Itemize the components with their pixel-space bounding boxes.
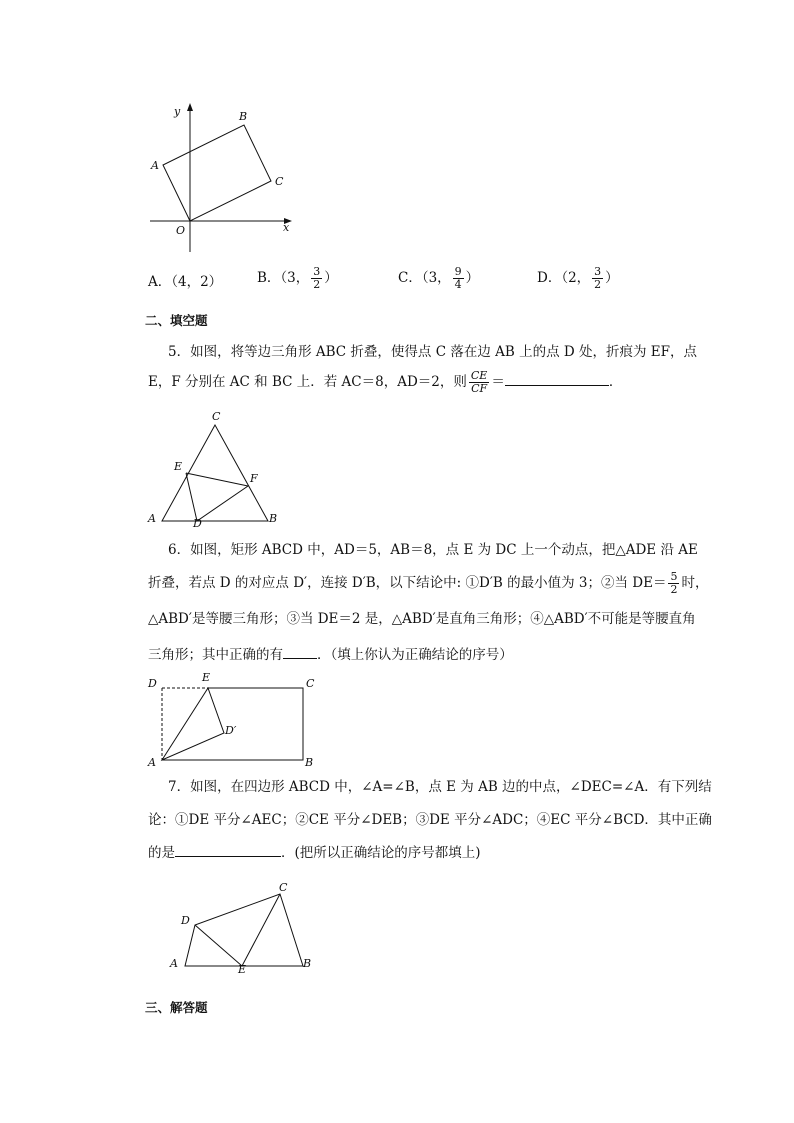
q5-line2-text: E，F 分别在 AC 和 BC 上．若 AC＝8，AD＝2，则 [148, 374, 467, 390]
section-heading-solutions: 三、解答题 [145, 1000, 208, 1015]
fraction-numerator: 9 [454, 265, 462, 278]
q6-line2-text: 折叠，若点 D 的对应点 D′，连接 D′B，以下结论中: ①D′B 的最小值为 3；②当 DE＝ [148, 575, 667, 591]
origin-label: O [176, 224, 186, 237]
fraction-denominator: 4 [454, 278, 462, 291]
point-d-label: D [193, 517, 202, 530]
point-c-label: C [275, 175, 284, 188]
fraction-denominator: CF [471, 382, 488, 395]
fraction-denominator: 2 [670, 583, 678, 596]
q6-line3: △ABD′是等腰三角形；③当 DE＝2 是，△ABD′是直角三角形；④△ABD′不可能是等腰直角 [148, 611, 696, 627]
point-b-label: B [269, 512, 278, 525]
q4-option-d-post: ） [605, 270, 619, 286]
point-a-label: A [148, 756, 156, 769]
q5-line1: 5．如图，将等边三角形 ABC 折叠，使得点 C 落在边 AB 上的点 D 处，折痕为 EF，点 [168, 344, 698, 360]
q6-line1: 6．如图，矩形 ABCD 中，AD＝5，AB＝8，点 E 为 DC 上一个动点，把△ADE 沿 AE [168, 542, 698, 558]
q4-option-d-pre: D．（2， [537, 270, 591, 286]
point-d-label: D [181, 914, 190, 927]
q4-option-c-pre: C．（3， [398, 270, 451, 286]
point-e-label: E [174, 460, 183, 473]
fraction-numerator: 3 [313, 265, 321, 278]
fraction-denominator: 2 [313, 278, 321, 291]
point-b-label: B [303, 957, 312, 970]
point-e-label: E [202, 671, 211, 684]
point-c-label: C [279, 881, 288, 894]
axis-y-label: y [174, 105, 181, 118]
point-a-label: A [148, 512, 156, 525]
q7-line2: 论：①DE 平分∠AEC；②CE 平分∠DEB；③DE 平分∠ADC；④EC 平分∠BCD．其中正确 [148, 812, 712, 828]
fraction-numerator: CE [470, 369, 488, 382]
point-c-label: C [306, 677, 315, 690]
q7-line3-text: 的是 [148, 845, 175, 861]
point-d-label: D [148, 677, 157, 690]
q6-line4-text: 三角形；其中正确的有 [148, 647, 283, 663]
q4-option-c-post: ） [465, 270, 480, 286]
fraction-denominator: 2 [594, 278, 602, 291]
q6-line2-end: 时， [681, 575, 709, 591]
fraction-numerator: 3 [594, 265, 602, 278]
point-a-label: A [170, 957, 178, 970]
q7-line1: 7．如图，在四边形 ABCD 中，∠A=∠B，点 E 为 AB 边的中点，∠DEC=∠A．有下列结 [168, 779, 712, 795]
q7-line3-end: ．(把所以正确结论的序号都填上) [281, 845, 481, 861]
fraction-numerator: 5 [670, 570, 678, 583]
q4-option-b-pre: B．（3， [257, 270, 310, 286]
q5-period: ． [608, 374, 623, 390]
point-e-label: E [238, 963, 247, 976]
point-d-prime-label: D′ [225, 724, 237, 737]
point-c-label: C [212, 410, 221, 423]
point-b-label: B [239, 110, 248, 123]
q4-option-a: A．（4，2） [148, 274, 223, 290]
point-b-label: B [305, 756, 314, 769]
q6-line4-end: ．（填上你认为正确结论的序号） [317, 647, 513, 663]
section-heading-fill-in: 二、填空题 [145, 313, 208, 328]
q5-equals: ＝ [491, 374, 505, 390]
point-a-label: A [151, 159, 159, 172]
axis-x-label: x [283, 221, 290, 234]
point-f-label: F [250, 472, 258, 485]
q4-option-b-post: ） [324, 270, 338, 286]
